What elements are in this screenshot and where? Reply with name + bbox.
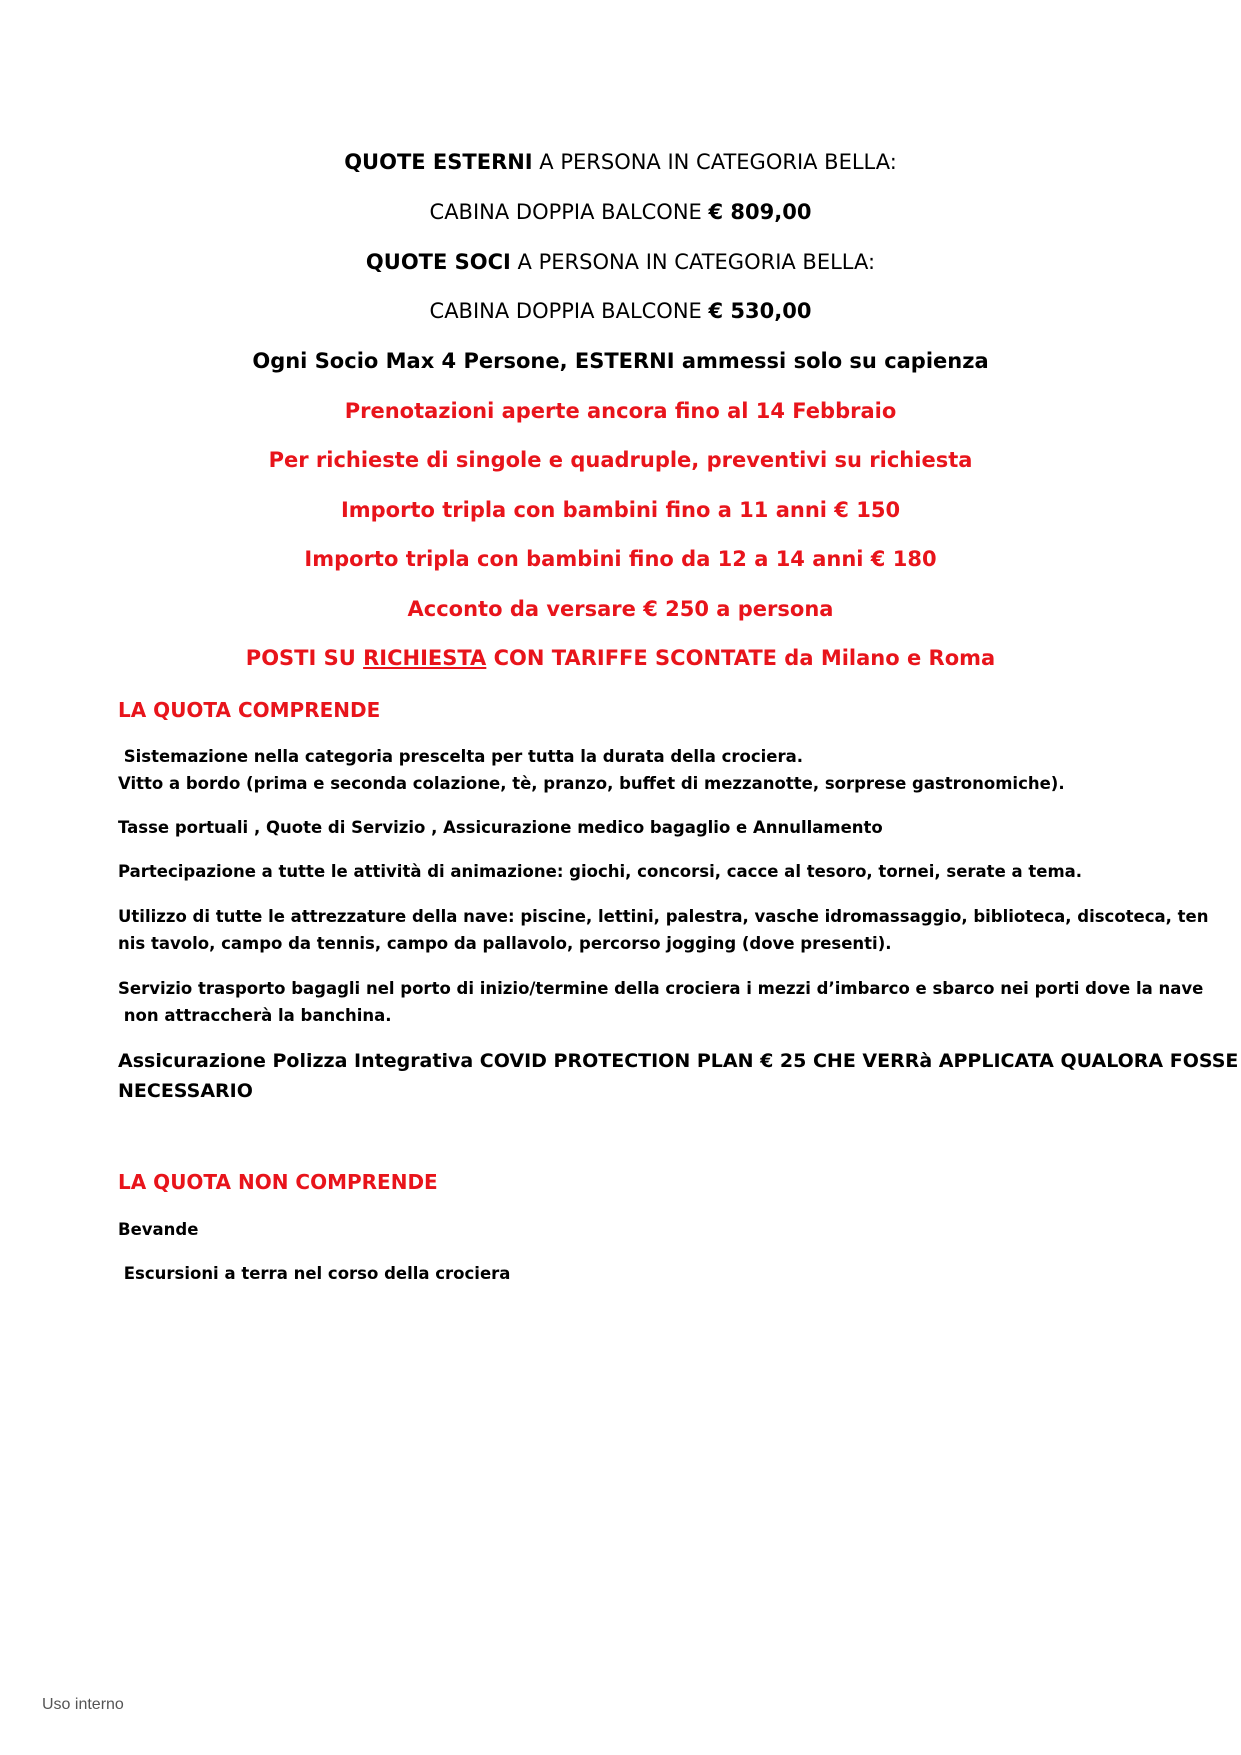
comprende-item-4-line-1: Utilizzo di tutte le attrezzature della nave: piscine, lettini, palestra, vasche idromassaggio, biblioteca, discoteca, ten	[118, 907, 1209, 926]
comprende-item-5-line-2: non attraccherà la banchina.	[118, 1006, 392, 1025]
quote-soci-bold: QUOTE SOCI	[365, 250, 511, 274]
comprende-item-3: Partecipazione a tutte le attività di animazione: giochi, concorsi, cacce al tesoro, tornei, serate a tema.	[118, 862, 1083, 881]
comprende-item-6-line-2: NECESSARIO	[118, 1080, 253, 1102]
comprende-item-1-line-2: Vitto a bordo (prima e seconda colazione, tè, pranzo, buffet di mezzanotte, sorprese gastronomiche).	[118, 774, 1065, 793]
posti-after: CON TARIFFE SCONTATE da Milano e Roma	[486, 646, 996, 670]
non-comprende-item-1: Bevande	[118, 1220, 199, 1239]
comprende-item-1-line-1: Sistemazione nella categoria prescelta per tutta la durata della crociera.	[118, 747, 803, 766]
triple-11-notice: Importo tripla con bambini fino a 11 anni € 150	[340, 498, 901, 522]
esterni-cabin-label: CABINA DOPPIA BALCONE	[429, 200, 709, 224]
soci-price-line	[0, 297, 1241, 325]
triple-12-14-notice: Importo tripla con bambini fino da 12 a 14 anni € 180	[304, 547, 937, 571]
non-comprende-heading: LA QUOTA NON COMPRENDE	[118, 1170, 438, 1194]
comprende-item-2: Tasse portuali , Quote di Servizio , Assicurazione medico bagaglio e Annullamento	[118, 818, 883, 837]
comprende-item-1	[118, 743, 1128, 797]
singles-notice: Per richieste di singole e quadruple, preventivi su richiesta	[268, 448, 973, 472]
comprende-item-4-line-2: nis tavolo, campo da tennis, campo da pallavolo, percorso jogging (dove presenti).	[118, 934, 892, 953]
soci-cabin-label: CABINA DOPPIA BALCONE	[429, 299, 709, 323]
posti-underlined: RICHIESTA	[363, 646, 487, 670]
comprende-item-6-line-1: Assicurazione Polizza Integrativa COVID PROTECTION PLAN € 25 CHE VERRà APPLICATA QUALORA FOSSE	[118, 1050, 1239, 1072]
comprende-item-6	[118, 1046, 1239, 1106]
esterni-price-line	[0, 198, 1241, 226]
soci-price: € 530,00	[708, 299, 812, 323]
booking-notice: Prenotazioni aperte ancora fino al 14 Febbraio	[344, 399, 897, 423]
quote-soci-line	[0, 248, 1241, 276]
comprende-item-5	[118, 975, 1204, 1029]
quote-esterni-line	[0, 148, 1241, 176]
non-comprende-item-2: Escursioni a terra nel corso della crociera	[118, 1264, 511, 1283]
quote-esterni-bold: QUOTE ESTERNI	[344, 150, 533, 174]
quote-soci-rest: A PERSONA IN CATEGORIA BELLA:	[510, 250, 876, 274]
esterni-price: € 809,00	[708, 200, 812, 224]
footer-label: Uso interno	[42, 1696, 124, 1713]
deposit-notice: Acconto da versare € 250 a persona	[407, 597, 834, 621]
capacity-note: Ogni Socio Max 4 Persone, ESTERNI ammessi solo su capienza	[252, 349, 989, 373]
comprende-heading: LA QUOTA COMPRENDE	[118, 698, 381, 722]
posti-before: POSTI SU	[245, 646, 364, 670]
quote-esterni-rest: A PERSONA IN CATEGORIA BELLA:	[532, 150, 897, 174]
posti-notice	[0, 644, 1241, 672]
comprende-item-4	[118, 903, 1209, 957]
comprende-item-5-line-1: Servizio trasporto bagagli nel porto di inizio/termine della crociera i mezzi d’imbarco e sbarco nei porti dove la nave	[118, 979, 1204, 998]
